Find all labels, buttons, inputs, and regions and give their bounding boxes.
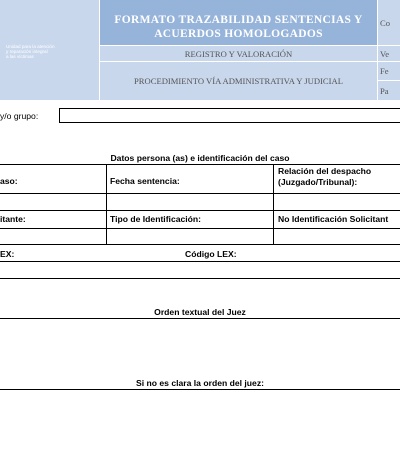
- page-label: Pa: [378, 81, 400, 100]
- applicant-label: itante:: [0, 214, 26, 224]
- logo-panel: [0, 0, 99, 100]
- unclear-order-text-area[interactable]: [0, 390, 400, 450]
- case-input-field[interactable]: [0, 194, 106, 209]
- group-input-field[interactable]: [59, 108, 400, 123]
- lex-input-field[interactable]: [0, 262, 400, 277]
- section-title-case-data: Datos persona (as) e identificación del caso: [110, 153, 290, 163]
- form-subtitle: REGISTRO Y VALORACIÓN: [100, 46, 377, 61]
- court-relation-input-field[interactable]: [274, 194, 400, 209]
- section-title-unclear-order: Si no es clara la orden del juez:: [136, 378, 264, 388]
- applicant-input-field[interactable]: [0, 229, 106, 244]
- applicant-id-number-label: No Identificación Solicitant: [278, 214, 389, 224]
- id-type-input-field[interactable]: [107, 229, 273, 244]
- lex-label: EX:: [0, 249, 15, 259]
- table-border: [0, 164, 400, 165]
- court-relation-label: Relación del despacho (Juzgado/Tribunal):: [278, 166, 372, 187]
- procedure-label: PROCEDIMIENTO VÍA ADMINISTRATIVA Y JUDICIAL: [100, 62, 377, 100]
- id-number-input-field[interactable]: [274, 229, 400, 244]
- id-type-label: Tipo de Identificación:: [110, 214, 202, 224]
- lex-code-label: Código LEX:: [185, 249, 237, 259]
- sentence-date-input-field[interactable]: [107, 194, 273, 209]
- sentence-date-label: Fecha sentencia:: [110, 176, 180, 186]
- logo-text: Unidad para la atención y reparación integral a las víctimas: [6, 44, 55, 60]
- group-label: y/o grupo:: [0, 111, 39, 121]
- section-title-judge-order: Orden textual del Juez: [154, 307, 246, 317]
- table-border: [0, 244, 400, 245]
- version-label: Ve: [378, 46, 400, 61]
- table-border: [0, 210, 400, 211]
- date-label: Fe: [378, 62, 400, 80]
- case-label: aso:: [0, 176, 18, 186]
- code-label: Co: [378, 0, 400, 45]
- form-title: FORMATO TRAZABILIDAD SENTENCIAS Y ACUERDOS HOMOLOGADOS: [100, 0, 377, 45]
- table-border: [0, 278, 400, 279]
- judge-order-text-area[interactable]: [0, 319, 400, 371]
